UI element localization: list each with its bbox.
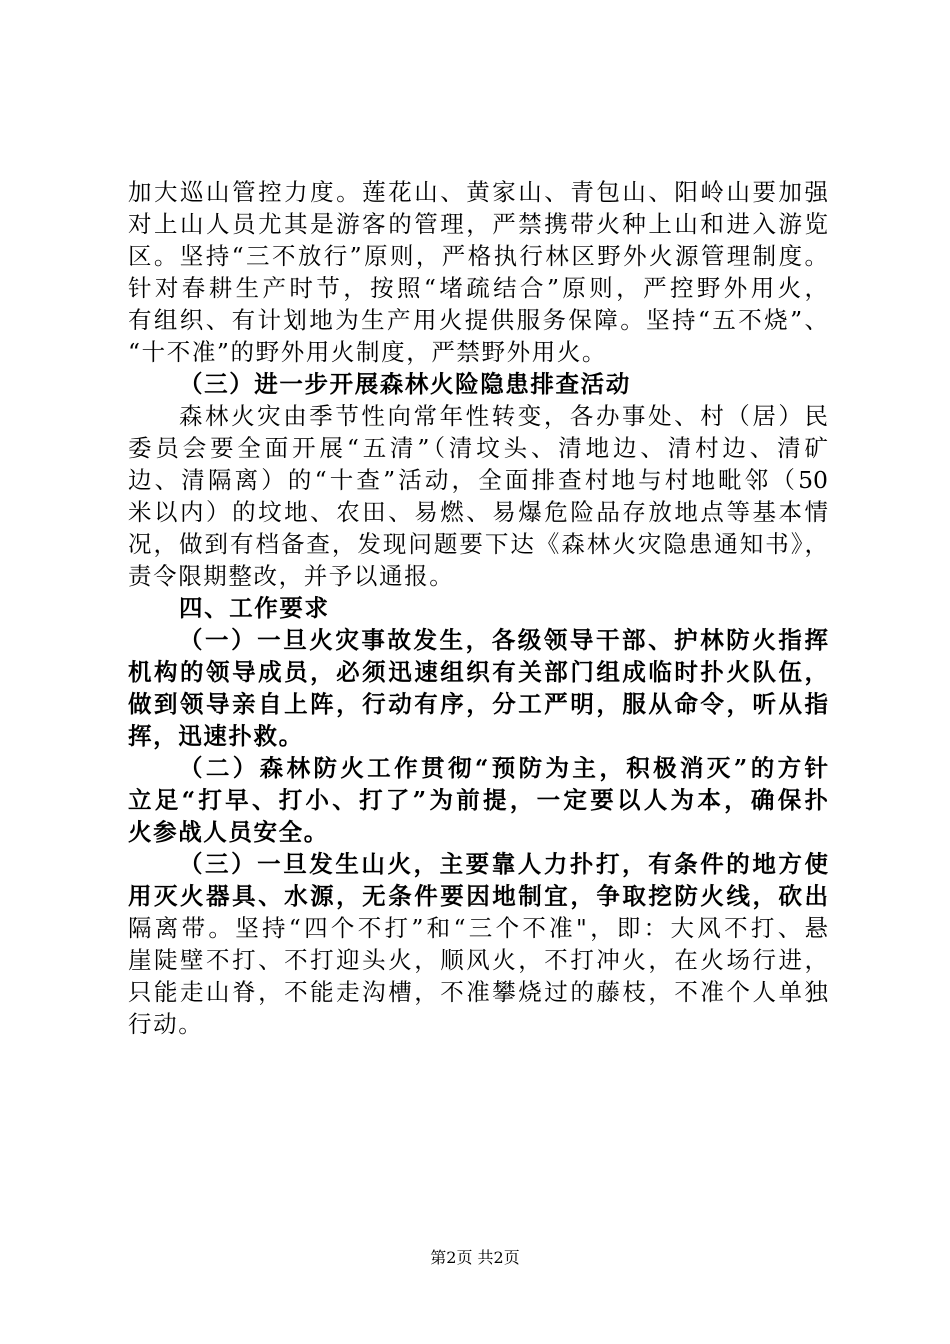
paragraph-line: 隔离带。坚持“四个不打”和“三个不准"，即：大风不打、悬 [128, 914, 828, 942]
paragraph-line: 做到领导亲自上阵，行动有序，分工严明，服从命令，听从指 [128, 690, 828, 718]
paragraph-line: 用灭火器具、水源，无条件要因地制宜，争取挖防火线，砍出 [128, 882, 828, 910]
paragraph-line: 责令限期整改，并予以通报。 [128, 562, 455, 590]
paragraph-line: 立足“打早、打小、打了”为前提，一定要以人为本，确保扑 [128, 786, 828, 814]
paragraph-line: 机构的领导成员，必须迅速组织有关部门组成临时扑火队伍， [128, 658, 828, 686]
paragraph-line: 委员会要全面开展“五清”（清坟头、清地边、清村边、清矿 [128, 434, 828, 462]
paragraph-line: 对上山人员尤其是游客的管理，严禁携带火种上山和进入游览 [128, 210, 828, 238]
paragraph-line: 边、清隔离）的“十查”活动，全面排查村地与村地毗邻（50 [128, 466, 828, 494]
paragraph-line: （二）森林防火工作贯彻“预防为主，积极消灭”的方针 [179, 754, 828, 782]
paragraph-line: 森林火灾由季节性向常年性转变，各办事处、村（居）民 [179, 402, 828, 430]
paragraph-line: 况，做到有档备查，发现问题要下达《森林火灾隐患通知书》， [128, 530, 828, 558]
paragraph-line: 崖陡壁不打、不打迎头火，顺风火，不打冲火，在火场行进， [128, 946, 828, 974]
page-number-footer: 第2页 共2页 [430, 1248, 520, 1267]
paragraph-line: 火参战人员安全。 [128, 818, 329, 846]
document-body [128, 176, 828, 1040]
paragraph-line: 行动。 [128, 1010, 204, 1038]
section-heading: 四、工作要求 [179, 594, 330, 622]
paragraph-line: 针对春耕生产时节，按照“堵疏结合”原则，严控野外用火， [128, 274, 828, 302]
paragraph-line: 有组织、有计划地为生产用火提供服务保障。坚持“五不烧”、 [128, 306, 828, 334]
paragraph-line: 挥，迅速扑救。 [128, 722, 304, 750]
paragraph-line: 米以内）的坟地、农田、易燃、易爆危险品存放地点等基本情 [128, 498, 828, 526]
paragraph-line: 区。坚持“三不放行”原则，严格执行林区野外火源管理制度。 [128, 242, 828, 270]
paragraph-line: （三）一旦发生山火，主要靠人力扑打，有条件的地方使 [179, 850, 828, 878]
section-heading: （三）进一步开展森林火险隐患排查活动 [179, 370, 631, 398]
paragraph-line: 只能走山脊，不能走沟槽，不准攀烧过的藤枝，不准个人单独 [128, 978, 828, 1006]
paragraph-line: 加大巡山管控力度。莲花山、黄家山、青包山、阳岭山要加强 [128, 178, 828, 206]
paragraph-line: “十不准”的野外用火制度，严禁野外用火。 [128, 338, 608, 366]
paragraph-line: （一）一旦火灾事故发生，各级领导干部、护林防火指挥 [179, 626, 828, 654]
